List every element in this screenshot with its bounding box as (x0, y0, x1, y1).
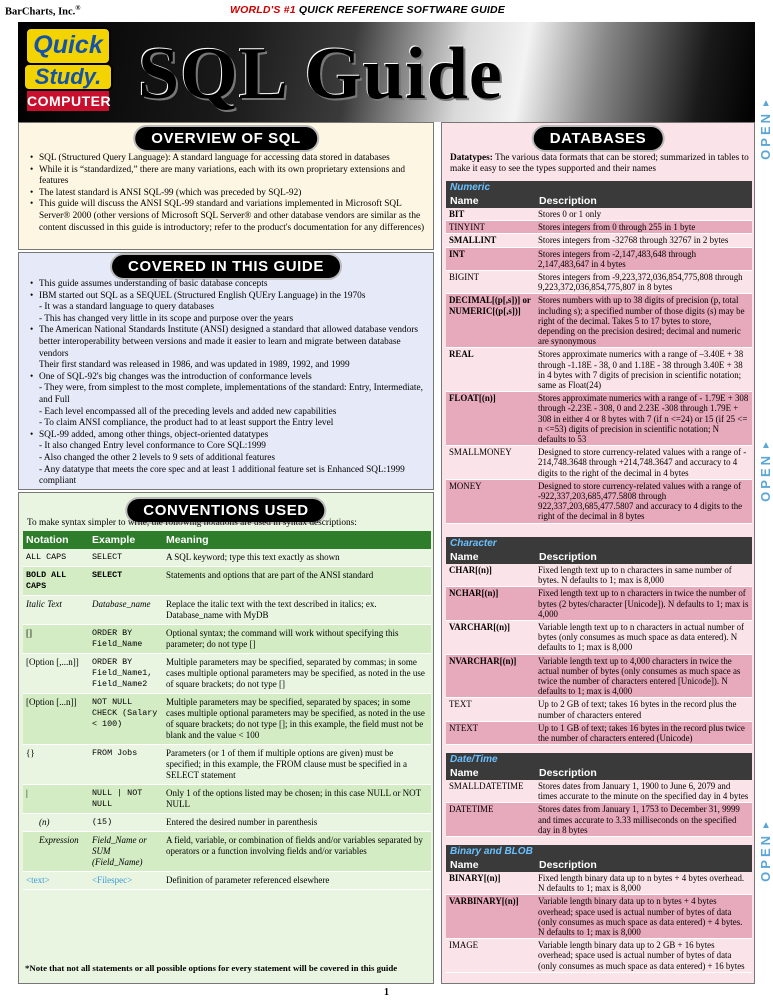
page-title: SQL Guide (138, 33, 503, 115)
table-row (446, 780, 752, 803)
datatype-table (446, 858, 752, 973)
tagline: WORLD'S #1 QUICK REFERENCE SOFTWARE GUIDE (230, 4, 505, 16)
covered-subitem: - Also changed the other 2 levels to 9 sets of additional features (39, 452, 275, 463)
col-description: Description (535, 550, 752, 564)
datatype-description: Stores integers from -32768 through 32767 in 2 bytes (535, 234, 752, 247)
col-name: Name (446, 194, 535, 208)
datatype-section (446, 753, 752, 837)
datatype-description: Fixed length text up to n characters in same number of bytes. N defaults to 1; max is 8,000 (535, 564, 752, 587)
table-row (446, 446, 752, 480)
notation-cell: <text> (23, 872, 89, 890)
meaning-cell: Optional syntax; the command will work without specifying this parameter; do not type [] (163, 625, 431, 654)
notation-cell: [] (23, 625, 89, 654)
tab-label: OPEN (758, 453, 773, 502)
datatype-name: SMALLDATETIME (446, 780, 535, 803)
table-row (446, 479, 752, 523)
datatype-description: Variable length text up to n characters in actual number of bytes (only consumes as much space as data entered). N defaults to 1; max is 8,000 (535, 621, 752, 655)
databases-intro-text: The various data formats that can be stored; summarized in tables to make it easy to see the types supported and their names (450, 153, 749, 174)
meaning-cell: Replace the italic text with the text described in italics; ex. Database_name with MyDB (163, 596, 431, 625)
databases-panel (441, 122, 755, 984)
example-cell: NOT NULL CHECK (Salary < 100) (89, 694, 163, 745)
table-row (23, 549, 431, 567)
datatype-description: Fixed length binary data up to n bytes + 4 bytes overhead. N defaults to 1; max is 8,000 (535, 872, 752, 895)
covered-subitem: - They were, from simplest to the most complete, implementations of the standard: Entry, Intermediate, and Full (39, 383, 423, 405)
publisher-name: BarCharts, Inc.® (5, 4, 81, 18)
datatype-description: Up to 2 GB of text; takes 16 bytes in the record plus the number of characters entered (535, 698, 752, 721)
datatype-description: Stores approximate numerics with a range of –3.40E + 38 through -1.18E - 38, 0 and 1.18E - 38 through 3.40E + 38 in 4 bytes with 7 digits of precision in scientific notation; same as Float(24) (535, 348, 752, 392)
datatype-description: Designed to store currency-related values with a range of - 214,748.3648 through +214,748.3647 and accuracy to 4 digits to the right of the decimal in 4 bytes (535, 446, 752, 480)
overview-panel (18, 122, 434, 250)
col-notation: Notation (23, 531, 89, 549)
example-cell: Database_name (89, 596, 163, 625)
col-example: Example (89, 531, 163, 549)
table-row (23, 625, 431, 654)
conventions-heading: CONVENTIONS USED (125, 497, 326, 524)
table-row (446, 587, 752, 621)
title-banner (18, 22, 755, 122)
overview-item: • While it is “standardized,” there are many variations, each with its own proprietary extensions and features (29, 165, 429, 188)
covered-item: • IBM started out SQL as a SEQUEL (Structured English QUEry Language) in the 1970s (29, 291, 429, 303)
table-row (23, 872, 431, 890)
tab-label: OPEN (758, 833, 773, 882)
datatype-name: CHAR[(n)] (446, 564, 535, 587)
datatype-description: Variable length binary data up to 2 GB + 16 bytes overhead; space used is actual number of bytes of data (only consumes as much space as data entered) + 16 bytes (535, 939, 752, 973)
covered-subitem: Their first standard was released in 1986, and was updated in 1989, 1992, and 1999 (39, 360, 350, 371)
example-cell: FROM Jobs (89, 745, 163, 785)
section-title: Character (446, 537, 752, 550)
datatype-description: Stores integers from -9,223,372,036,854,775,808 through 9,223,372,036,854,775,807 in 8 bytes (535, 271, 752, 294)
table-row (446, 392, 752, 446)
overview-list (29, 153, 429, 234)
table-row (446, 698, 752, 721)
databases-intro: Datatypes: The various data formats that can be stored; summarized in tables to make it easy to see the types supported and their names (450, 153, 749, 174)
datatype-name: VARBINARY[(n)] (446, 895, 535, 939)
conventions-panel (18, 492, 434, 984)
conventions-note: *Note that not all statements or all possible options for every statement will be covered in this guide (25, 963, 398, 973)
datatype-name: DECIMAL[(p[,s])] or NUMERIC[(p[,s])] (446, 294, 535, 348)
meaning-cell: Definition of parameter referenced elsewhere (163, 872, 431, 890)
tab-label: OPEN (758, 111, 773, 160)
col-description: Description (535, 194, 752, 208)
covered-subitem: - It was a standard language to query databases (39, 302, 215, 313)
datatype-name: VARCHAR[(n)] (446, 621, 535, 655)
col-description: Description (535, 766, 752, 780)
meaning-cell: Multiple parameters may be specified, separated by spaces; in some cases multiple optional parameters may be specified, as noted in the use of square brackets; do not type []; in this example, the field must not be blank and the value < 100 (163, 694, 431, 745)
table-row (23, 654, 431, 694)
datatype-description: Variable length binary data up to n bytes + 4 bytes overhead; space used is actual number of bytes of data (only consumes as much space as data entered) + 4 bytes. N defaults to 1; max is 8,000 (535, 895, 752, 939)
covered-item: • SQL-99 added, among other things, object-oriented datatypes (29, 430, 429, 442)
arrow-up-icon: ▲ (761, 98, 771, 109)
quickstudy-logo (23, 27, 113, 113)
overview-heading: OVERVIEW OF SQL (133, 125, 319, 152)
meaning-cell: Statements and options that are part of the ANSI standard (163, 567, 431, 596)
table-row (23, 785, 431, 814)
conventions-intro: To make syntax simpler to write, the following notations are used in syntax descriptions: (27, 518, 357, 528)
table-row (23, 596, 431, 625)
table-row (23, 832, 431, 872)
datatype-section (446, 537, 752, 745)
datatype-description: Fixed length text up to n characters in twice the number of bytes (2 bytes/character [Unicode]). N defaults to 1; max is 4,000 (535, 587, 752, 621)
datatype-table (446, 550, 752, 745)
section-title: Date/Time (446, 753, 752, 766)
datatype-description: Stores dates from January 1, 1900 to June 6, 2079 and times accurate to the minute on the specified day in 4 bytes (535, 780, 752, 803)
arrow-up-icon: ▲ (761, 820, 771, 831)
datatype-section (446, 181, 752, 524)
table-row (446, 234, 752, 247)
datatype-name: DATETIME (446, 803, 535, 837)
covered-subitem: - Each level encompassed all of the preceding levels and added new capabilities (39, 406, 337, 417)
covered-subitem: - Any datatype that meets the core spec and at least 1 additional feature set is Enhanced SQL:1999 compliant (39, 464, 405, 487)
meaning-cell: A SQL keyword; type this text exactly as shown (163, 549, 431, 567)
example-cell: SELECT (89, 549, 163, 567)
col-description: Description (535, 858, 752, 872)
table-row (446, 271, 752, 294)
datatype-name: SMALLINT (446, 234, 535, 247)
covered-subitem: - To claim ANSI compliance, the product had to at least support the Entry level (39, 418, 334, 429)
covered-item: • One of SQL-92's big changes was the introduction of conformance levels (29, 372, 429, 384)
datatype-name: MONEY (446, 479, 535, 523)
datatype-name: BIT (446, 208, 535, 221)
notation-cell: | (23, 785, 89, 814)
datatype-name: NVARCHAR[(n)] (446, 654, 535, 698)
datatype-name: REAL (446, 348, 535, 392)
example-cell: SELECT (89, 567, 163, 596)
datatype-table (446, 194, 752, 524)
datatype-name: NCHAR[(n)] (446, 587, 535, 621)
notation-cell: [Option [...n]] (23, 694, 89, 745)
table-row (446, 721, 752, 744)
datatype-table (446, 766, 752, 837)
table-row (446, 803, 752, 837)
datatype-description: Designed to store currency-related values with a range of -922,337,203,685,477.5808 through 922,337,203,685,477.5807 and accuracy to 4 digits to the right of the decimal in 8 bytes (535, 479, 752, 523)
notation-cell: ALL CAPS (23, 549, 89, 567)
example-cell: (15) (89, 814, 163, 832)
covered-subitem: - This has changed very little in its scope and purpose over the years (39, 313, 294, 324)
logo-computer: COMPUTER (27, 93, 112, 109)
example-cell: ORDER BY Field_Name (89, 625, 163, 654)
datatype-name: TINYINT (446, 221, 535, 234)
notation-cell: [Option [,...n]] (23, 654, 89, 694)
overview-item: • This guide will discuss the ANSI SQL-99 standard and variations implemented in Microsoft SQL Server® 2000 (other versions of Microsoft SQL Server® and other database vendors are similar as the content discussed in this guide is introductory; refer to the product's documentation for any differences) (29, 199, 429, 234)
example-cell: ORDER BY Field_Name1, Field_Name2 (89, 654, 163, 694)
datatype-name: IMAGE (446, 939, 535, 973)
overview-item: • SQL (Structured Query Language): A standard language for accessing data stored in databases (29, 153, 429, 165)
datatype-description: Stores numbers with up to 38 digits of precision (p, total including s); a specified number of those digits (s) may be right of the decimal. Takes 5 to 17 bytes to store, depending on the precision desired; decimal and numeric are synonymous (535, 294, 752, 348)
meaning-cell: A field, variable, or combination of fields and/or variables separated by operators or a function involving fields and/or variables (163, 832, 431, 872)
datatype-name: SMALLMONEY (446, 446, 535, 480)
table-row (446, 208, 752, 221)
table-row (446, 564, 752, 587)
covered-heading: COVERED IN THIS GUIDE (110, 253, 342, 280)
table-row (446, 221, 752, 234)
col-name: Name (446, 766, 535, 780)
page-number: 1 (384, 987, 389, 998)
datatype-description: Stores 0 or 1 only (535, 208, 752, 221)
notation-cell: (n) (23, 814, 89, 832)
datatype-name: NTEXT (446, 721, 535, 744)
datatype-name: BIGINT (446, 271, 535, 294)
notation-cell: Italic Text (23, 596, 89, 625)
datatype-description: Stores dates from January 1, 1753 to December 31, 9999 and times accurate to 3.33 milliseconds on the specified day in 8 bytes (535, 803, 752, 837)
logo-study: Study. (23, 63, 113, 91)
arrow-up-icon: ▲ (761, 440, 771, 451)
datatype-description: Stores approximate numerics with a range of - 1.79E + 308 through -2.23E - 308, 0 and 2.23E -308 through 1.79E + 308 in either 4 or 8 bytes with 7 (if n <=24) or 15 (if 25 <= n <=53) digits of precision in scientific notation; N defaults to 53 (535, 392, 752, 446)
covered-panel (18, 252, 434, 490)
datatype-description: Stores integers from -2,147,483,648 through 2,147,483,647 in 4 bytes (535, 247, 752, 270)
conventions-table (23, 531, 431, 890)
open-tab-3[interactable] (757, 818, 773, 908)
datatype-name: INT (446, 247, 535, 270)
col-name: Name (446, 550, 535, 564)
meaning-cell: Parameters (or 1 of them if multiple options are given) must be specified; in this example, the FROM clause must be specified in a SELECT statement (163, 745, 431, 785)
col-name: Name (446, 858, 535, 872)
example-cell: <Filespec> (89, 872, 163, 890)
table-row (446, 621, 752, 655)
datatype-section (446, 845, 752, 973)
datatype-description: Up to 1 GB of text; takes 16 bytes in the record plus twice the number of characters entered (Unicode) (535, 721, 752, 744)
table-row (446, 895, 752, 939)
datatype-description: Stores integers from 0 through 255 in 1 byte (535, 221, 752, 234)
covered-subitem: - It also changed Entry level conformance to Core SQL:1999 (39, 441, 266, 452)
notation-cell: {} (23, 745, 89, 785)
example-cell: NULL | NOT NULL (89, 785, 163, 814)
databases-heading: DATABASES (532, 125, 665, 152)
notation-cell: BOLD ALL CAPS (23, 567, 89, 596)
table-row (23, 567, 431, 596)
open-tab-1[interactable] (757, 96, 773, 166)
col-meaning: Meaning (163, 531, 431, 549)
table-row (446, 939, 752, 973)
covered-item: • The American National Standards Institute (ANSI) designed a standard that allowed database vendors better interoperability between versions and made it easier to learn and migrate between database vendors (29, 325, 429, 360)
covered-list (29, 279, 429, 488)
table-row (23, 745, 431, 785)
datatype-name: FLOAT[(n)] (446, 392, 535, 446)
section-title: Numeric (446, 181, 752, 194)
datatype-description: Variable length text up to 4,000 characters in twice the actual number of bytes (only consumes as much space as twice the number of characters entered [Unicode]). N defaults to 1; max is 4,000 (535, 654, 752, 698)
table-row (23, 814, 431, 832)
open-tab-2[interactable] (757, 438, 773, 508)
meaning-cell: Multiple parameters may be specified, separated by commas; in some cases multiple optional parameters may be specified, as noted in the use of square brackets; do not type [] (163, 654, 431, 694)
table-row (446, 654, 752, 698)
top-bar (0, 0, 773, 22)
meaning-cell: Only 1 of the options listed may be chosen; in this case NULL or NOT NULL (163, 785, 431, 814)
table-row (446, 294, 752, 348)
section-title: Binary and BLOB (446, 845, 752, 858)
logo-quick: Quick (25, 27, 111, 65)
datatype-name: BINARY[(n)] (446, 872, 535, 895)
datatype-name: TEXT (446, 698, 535, 721)
table-row (23, 694, 431, 745)
table-row (446, 247, 752, 270)
table-row (446, 872, 752, 895)
meaning-cell: Entered the desired number in parenthesis (163, 814, 431, 832)
notation-cell: Expression (23, 832, 89, 872)
table-row (446, 348, 752, 392)
example-cell: Field_Name or SUM (Field_Name) (89, 832, 163, 872)
covered-item: • This guide assumes understanding of basic database concepts (29, 279, 429, 291)
overview-item: • The latest standard is ANSI SQL-99 (which was preceded by SQL-92) (29, 188, 429, 200)
